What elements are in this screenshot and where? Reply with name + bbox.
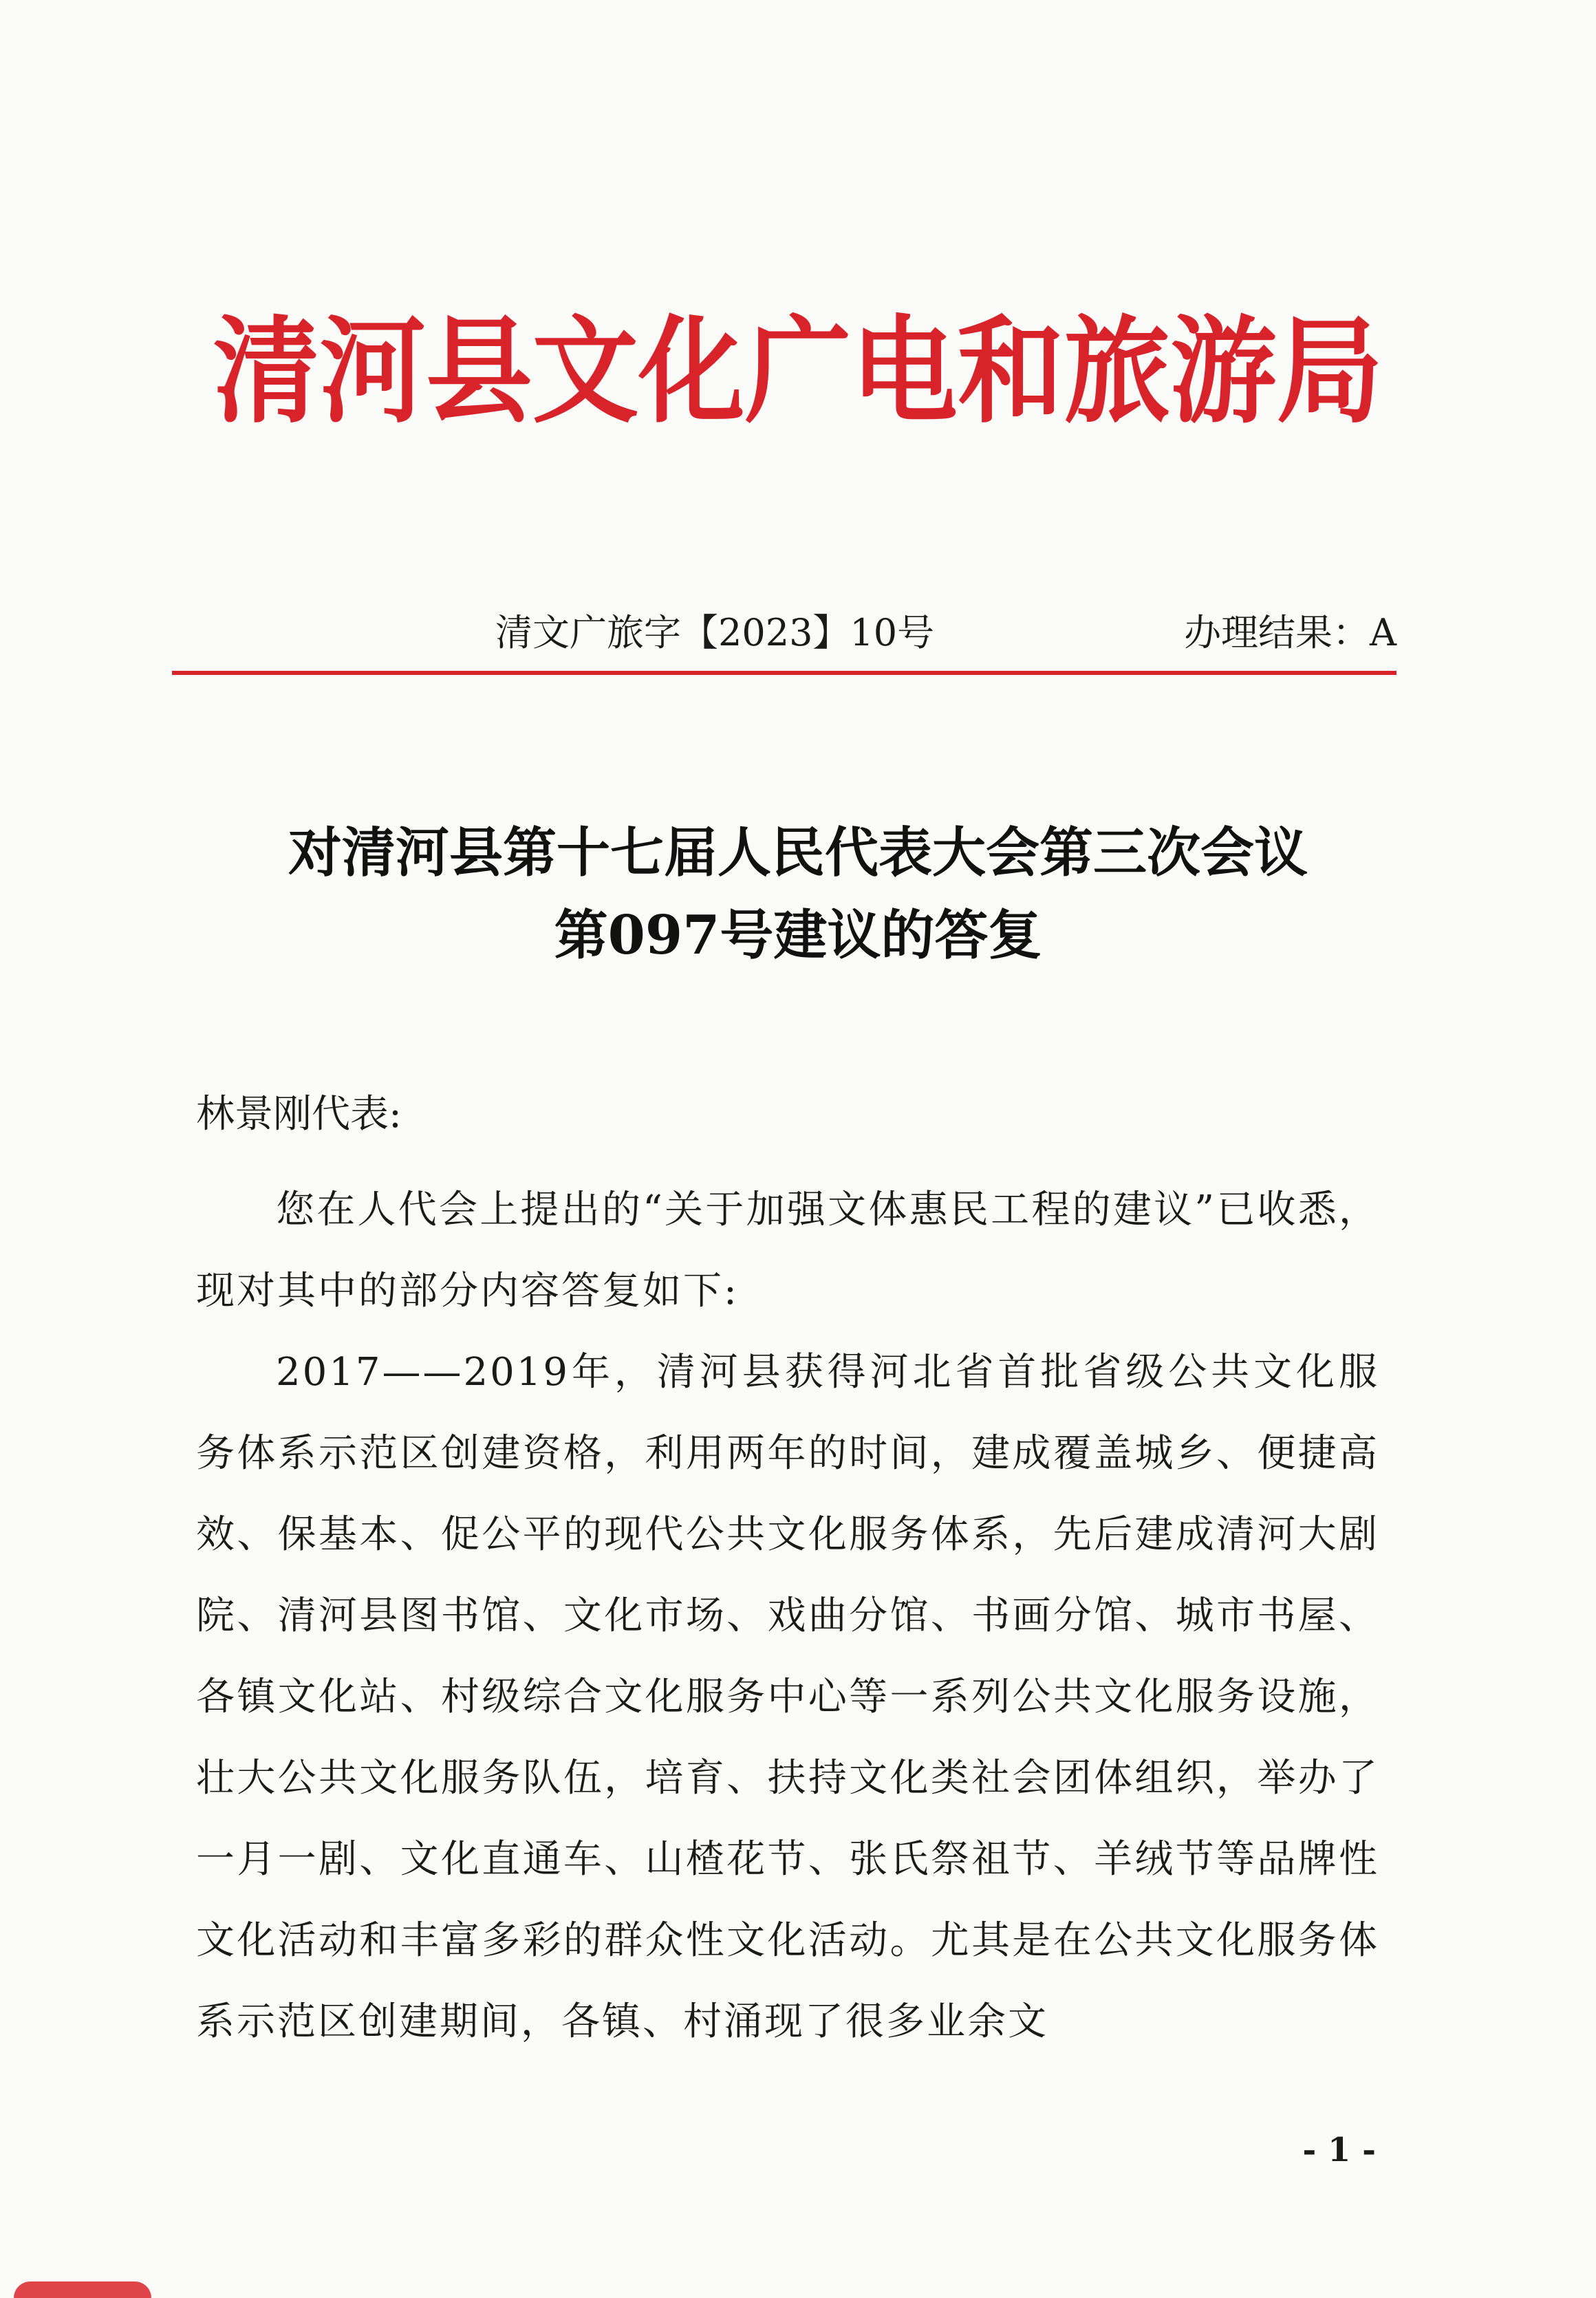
document-number-row <box>172 605 1396 661</box>
document-title <box>0 812 1596 977</box>
letterhead-org-name: 清河县文化广电和旅游局 <box>213 304 1383 439</box>
body-paragraph: 您在人代会上提出的“关于加强文体惠民工程的建议”已收悉，现对其中的部分内容答复如下: <box>196 1188 1379 1313</box>
document-number: 清文广旅字【2023】10号 <box>495 611 935 654</box>
title-line-1: 对清河县第十七届人民代表大会第三次会议 <box>288 822 1308 884</box>
body-paragraph: 2017——2019年，清河县获得河北省首批省级公共文化服务体系示范区创建资格，利用两年的时间，建成覆盖城乡、便捷高效、保基本、促公平的现代公共文化服务体系，先后建成清河大剧院、清河县图书馆、文化市场、戏曲分馆、书画分馆、城市书屋、各镇文化站、村级综合文化服务中心等一系列公共文化服务设施，壮大公共文化服务队伍，培育、扶持文化类社会团体组织，举办了一月一剧、文化直通车、山楂花节、张氏祭祖节、羊绒节等品牌性文化活动和丰富多彩的群众性文化活动。尤其是在公共文化服务体系示范区创建期间，各镇、村涌现了很多业余文 <box>196 1350 1379 2044</box>
page-number: - 1 - <box>1302 2131 1376 2169</box>
red-divider-line <box>172 671 1396 675</box>
salutation: 林景刚代表: <box>196 1092 402 1137</box>
title-line-2: 第097号建议的答复 <box>554 904 1042 967</box>
letter-body <box>196 1170 1379 2063</box>
red-seal-edge-mark <box>14 2281 151 2298</box>
handling-result: 办理结果：A <box>1184 611 1396 654</box>
